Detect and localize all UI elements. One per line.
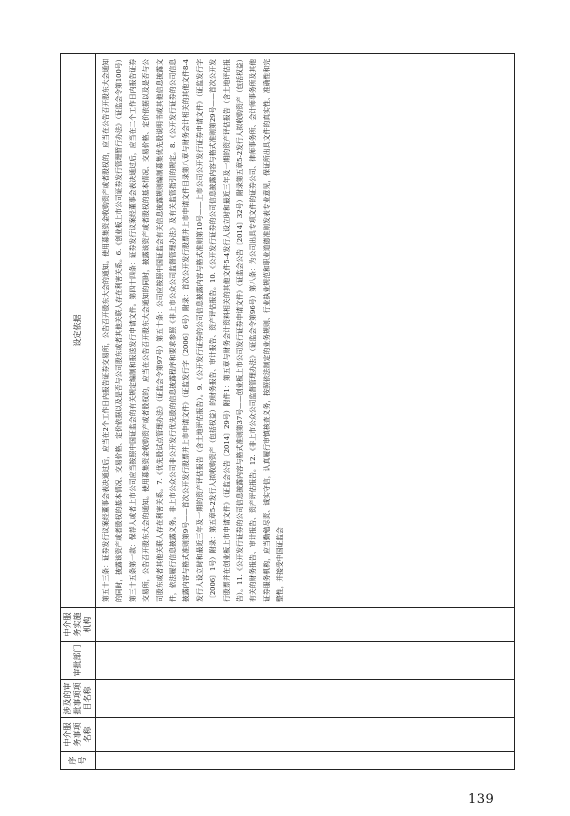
header-seq: 序号 — [61, 752, 96, 770]
cell-approval-item — [96, 680, 515, 718]
cell-basis-text: 第五十三条：证券发行议案经董事会表决通过后，应当在2个工作日内报告证券交易所，公告召开股东大会的通知。使用募集资金收购资产或者股权的，应当在公告召开股东大会通知的同时，披露该资产或者股权的基本情况、交易价格、定价依据以及是否与公司股东或者其他关联人存在利害关系。6.《创业板上市公司证券发行管理暂行办法》（证监会令第100号）第三十五条第一款：保荐人或者上市公司应当按照中国证监会的有关规定编制和报送发行申请文件。第四十四条：证券发行议案经董事会表决通过后，应当在二个工作日内报告证券交易所，公告召开股东大会的通知。使用募集资金收购资产或者股权的，应当在公告召开股东大会通知的同时，披露该资产或者股权的基本情况、交易价格、定价依据以及是否与公司股东或者其他关联人存在利害关系。7.《优先股试点管理办法》（证监会令第97号）第五十条：公司应按照中国证监会有关信息披露规则编制募集优先股说明书或其他信息披露文件，依法履行信息披露义务。非上市公众公司非公开发行优先股的信息披露程序和要求参照《非上市公众公司监督管理办法》及有关监管指引的规定。8.《公开发行证券的公司信息披露内容与格式准则第9号——首次公开发行股票并上市申请文件》（证监发行字〔2006〕6号）附录：首次公开发行股票并上市申请文件目录第八章与财务会计相关的其他文件8-4发行人设立时和最近三年及一期的资产评估报告（含土地评估报告）。9.《公开发行证券的公司信息披露内容与格式准则第10号——上市公司公开发行证券申请文件》（证监发行字〔2006〕1号）附录：第五章5-2发行人拟收购资产（包括权益）的财务报告、审计报告、资产评估报告。10.《公开发行证券的公司信息披露内容与格式准则第29号——首次公开发行股票并在创业板上市申请文件》（证监会公告〔2014〕29号）附件1：第五章与财务会计资料相关的其他文件5-4发行人设立时和最近三年及一期的资产评估报告（含土地评估报告）。11.《公开发行证券的公司信息披露内容与格式准则第37号——创业板上市公司发行证券申请文件》（证监会公告〔2014〕32号）附录第五章5-2发行人拟收购资产（包括权益）有关的财务报告、审计报告、资产评估报告。12.《非上市公众公司监督管理办法》（证监会令第96号）第八条：为公司出具专项文件的证券公司、律师事务所、会计师事务所及其他证券服务机构，应当勤勉尽责、诚实守信，认真履行审慎核查义务，按照依法制定的业务规则、行业执业规范和职业道德准则发表专业意见，保证所出具文件的真实性、准确性和完整性，并接受中国证监会 — [96, 54, 515, 608]
header-agency: 中介服务实施机构 — [61, 608, 96, 642]
header-service-name: 中介服务事项名称 — [61, 718, 96, 752]
cell-service-name — [96, 718, 515, 752]
table-row — [96, 54, 515, 770]
header-approval-dept: 审批部门 — [61, 642, 96, 680]
page-number: 139 — [468, 792, 495, 807]
approval-table — [60, 53, 515, 770]
table-header-row — [61, 54, 96, 770]
cell-approval-dept — [96, 642, 515, 680]
header-approval-item: 涉及的审批事项项目名称 — [61, 680, 96, 718]
cell-agency — [96, 608, 515, 642]
header-basis: 设定依据 — [61, 54, 96, 608]
cell-seq — [96, 752, 515, 770]
rotated-table-wrapper — [60, 53, 515, 770]
